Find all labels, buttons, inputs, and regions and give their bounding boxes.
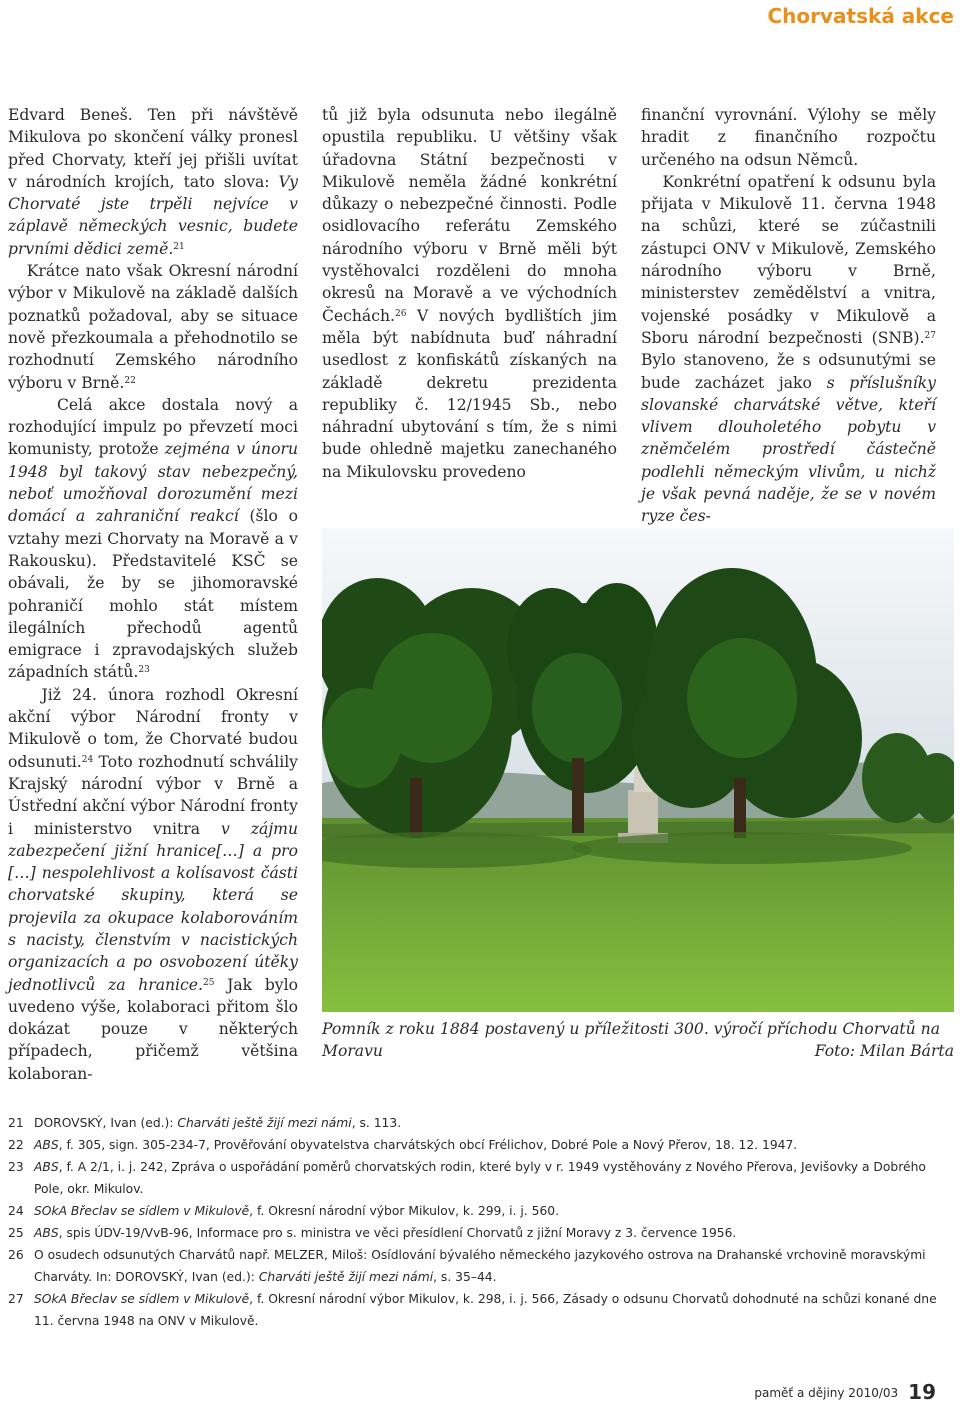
caption-text: Pomník z roku 1884 postavený u příležitosti 300. výročí příchodu Chorvatů na Moravu bbox=[322, 1020, 940, 1061]
text-run: Krátce nato však Okresní národní výbor v Mikulově na základě dalších poznatků požadoval, aby se situace nově přezkoumala a přehodnotilo se rozhodnutí Zemského národního výboru v Brně. bbox=[8, 262, 298, 392]
text-run: DOROVSKÝ, Ivan (ed.): bbox=[34, 1116, 178, 1130]
paragraph bbox=[8, 104, 298, 260]
footnote-number: 21 bbox=[8, 1116, 24, 1130]
page-footer bbox=[754, 1380, 936, 1404]
paragraph bbox=[8, 394, 298, 684]
quote-text: v zájmu zabezpečení jižní hranice[…] a pro […] nespolehlivost a kolísavost části chorvatské skupiny, která se projevila za okupace kolaborováním s nacisty, členstvím v nacistických organizacích a po osvobození útěky jednotlivců za hranice. bbox=[8, 819, 299, 994]
footnote-text bbox=[34, 1112, 948, 1134]
footnote-number: 24 bbox=[8, 1204, 24, 1218]
source-title: Charváti ještě žijí mezi námi bbox=[258, 1270, 434, 1284]
source-title: ABS bbox=[34, 1138, 59, 1152]
text-run: Bylo stanoveno, že s odsunutými se bude zacházet jako bbox=[641, 351, 936, 392]
footnote bbox=[8, 1222, 948, 1244]
source-title: ABS bbox=[34, 1226, 59, 1240]
text-run: , f. A 2/1, i. j. 242, Zpráva o uspořádání poměrů chorvatských rodin, které byly v r. 1949 vystěhovány z Nového Přerova, Jevišovky a Dobrého Pole, okr. Mikulov. bbox=[34, 1160, 926, 1196]
text-run: , f. Okresní národní výbor Mikulov, k. 299, i. j. 560. bbox=[249, 1204, 560, 1218]
text-run: Edvard Beneš. Ten při návštěvě Mikulova po skončení války pronesl před Chorvaty, kteří jej přišli uvítat v národních krojích, tato slova: bbox=[8, 106, 298, 191]
text-run: Již 24. února rozhodl Okresní akční výbor Národní fronty v Mikulově o tom, že Chorvaté budou odsunuti. bbox=[8, 685, 299, 771]
footnote-text bbox=[34, 1156, 948, 1200]
paragraph bbox=[322, 104, 617, 483]
text-run: , s. 113. bbox=[351, 1116, 402, 1130]
photo-credit: Foto: Milan Bárta bbox=[814, 1042, 954, 1061]
photo-caption bbox=[322, 1018, 954, 1063]
text-run: , s. 35–44. bbox=[433, 1270, 497, 1284]
paragraph bbox=[8, 684, 298, 1085]
footnote-ref[interactable]: 26 bbox=[394, 308, 407, 319]
footnote-text bbox=[34, 1200, 948, 1222]
quote-text: zejména v únoru 1948 byl takový stav nebezpečný, neboť umožňoval dorozumění mezi domácí a zahraniční reakcí bbox=[8, 440, 298, 526]
text-run: (šlo o vztahy mezi Chorvaty na Moravě a v Rakousku). Představitelé KSČ se obávali, že by se jihomoravské pohraničí mohlo stát místem ilegálních přechodů agentů emigrace i zpravodajských služeb západních států. bbox=[8, 507, 299, 682]
text-run: O osudech odsunutých Charvátů např. MELZER, Miloš: Osídlování bývalého německého jazykového ostrova na Drahanské vrchovině moravskými Charváty. In: DOROVSKÝ, Ivan (ed.): bbox=[34, 1248, 926, 1284]
page-number: 19 bbox=[908, 1380, 936, 1404]
source-title: ABS bbox=[34, 1160, 59, 1174]
footnote-ref[interactable]: 23 bbox=[138, 665, 150, 676]
text-column-2 bbox=[322, 104, 617, 483]
footnote-ref[interactable]: 24 bbox=[81, 754, 94, 765]
photo-illustration bbox=[322, 528, 954, 1012]
footnote bbox=[8, 1112, 948, 1134]
footnotes bbox=[8, 1112, 948, 1332]
footnote-number: 26 bbox=[8, 1248, 24, 1262]
footnote-number: 25 bbox=[8, 1226, 24, 1240]
footnote bbox=[8, 1200, 948, 1222]
footnote bbox=[8, 1134, 948, 1156]
text-run: Konkrétní opatření k odsunu byla přijata v Mikulově 11. června 1948 na schůzi, které se zúčastnili zástupci ONV v Mikulově, Zemského národního výboru v Brně, ministerstev zemědělství a vnitra, vojenské posádky v Mikulově a Sboru národní bezpečnosti (SNB). bbox=[641, 172, 936, 347]
text-run: , f. 305, sign. 305-234-7, Prověřování obyvatelstva charvátských obcí Frélichov, Dobré Pole a Nový Přerov, 18. 12. 1947. bbox=[58, 1138, 798, 1152]
journal-name: paměť a dějiny 2010/03 bbox=[754, 1386, 899, 1400]
text-run: Celá akce dostala nový a rozhodující impulz po převzetí moci komunisty, protože bbox=[8, 395, 299, 459]
source-title: SOkA Břeclav se sídlem v Mikulově bbox=[34, 1292, 250, 1306]
text-column-1 bbox=[8, 104, 298, 1085]
text-run: tů již byla odsunuta nebo ilegálně opustila republiku. U většiny však úřadovna Státní bezpečnosti v Mikulově neměla žádné konkrétní důkazy o nebezpečné činnosti. Podle osidlovacího referátu Zemského národního výboru v Brně měli být vystěhovalci rozděleni do mnoha okresů na Moravě a ve východních Čechách. bbox=[322, 106, 617, 325]
text-column-3 bbox=[641, 104, 936, 528]
text-run: , spis ÚDV-19/VvB-96, Informace pro s. ministra ve věci přesídlení Chorvatů z jižní Moravy z 3. července 1956. bbox=[58, 1226, 737, 1240]
monument-photo bbox=[322, 528, 954, 1012]
footnote-ref[interactable]: 21 bbox=[173, 241, 185, 252]
footnote-text bbox=[34, 1288, 948, 1332]
quote-text: s příslušníky slovanské charvátské větve, kteří vlivem dlouholetého pobytu v zněmčelém prostředí částečně podlehli německým vlivům, u nichž je však pevná naděje, že se v novém ryze čes- bbox=[641, 373, 936, 526]
text-run: Toto rozhodnutí schválily Krajský národní výbor v Brně a Ústřední akční výbor Národní fronty i ministerstvo vnitra bbox=[8, 752, 298, 838]
footnote-text bbox=[34, 1244, 948, 1288]
footnote-number: 27 bbox=[8, 1292, 24, 1306]
text-run: V nových bydlištích jim měla být nabídnuta buď náhradní usedlost z konfiskátů získaných na základě dekretu prezidenta republiky č. 12/1945 Sb., nebo náhradní ubytování s tím, že s nimi bude ohledně majetku zanechaného na Mikulovsku provedeno bbox=[322, 306, 617, 481]
footnote bbox=[8, 1156, 948, 1200]
text-run: , f. Okresní národní výbor Mikulov, k. 298, i. j. 566, Zásady o odsunu Chorvatů dohodnuté na schůzi konané dne 11. června 1948 na ONV v Mikulově. bbox=[34, 1292, 937, 1328]
paragraph bbox=[641, 104, 936, 171]
text-run: finanční vyrovnání. Výlohy se měly hradit z finančního rozpočtu určeného na odsun Němců. bbox=[641, 106, 936, 169]
text-run: Jak bylo uvedeno výše, kolaboraci přitom šlo dokázat pouze v některých případech, přičemž většina kolaboran- bbox=[8, 975, 298, 1083]
footnote-text bbox=[34, 1222, 948, 1244]
paragraph bbox=[641, 171, 936, 528]
footnote-number: 22 bbox=[8, 1138, 24, 1152]
footnote bbox=[8, 1288, 948, 1332]
section-title: Chorvatská akce bbox=[767, 4, 954, 28]
quote-text: Vy Chorvaté jste trpěli nejvíce v záplavě německých vesnic, budete prvními dědici země. bbox=[8, 172, 298, 258]
footnote-number: 23 bbox=[8, 1160, 24, 1174]
footnote-text bbox=[34, 1134, 948, 1156]
paragraph bbox=[8, 260, 298, 394]
source-title: SOkA Břeclav se sídlem v Mikulově bbox=[34, 1204, 250, 1218]
source-title: Charváti ještě žijí mezi námi bbox=[177, 1116, 352, 1130]
footnote-ref[interactable]: 22 bbox=[124, 375, 136, 386]
footnote-ref[interactable]: 25 bbox=[202, 977, 215, 988]
footnote-ref[interactable]: 27 bbox=[924, 330, 936, 341]
footnote bbox=[8, 1244, 948, 1288]
